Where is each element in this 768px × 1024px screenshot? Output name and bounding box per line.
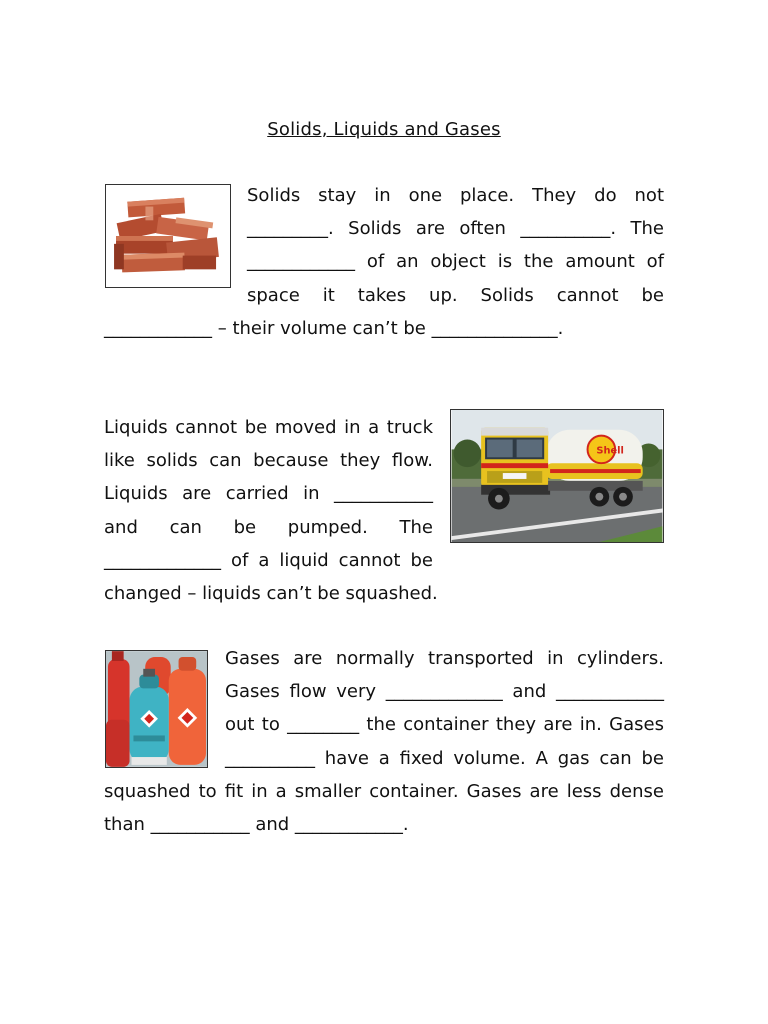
liquids-section [104,411,664,610]
gas-cylinders-image [105,650,208,768]
solids-section [104,179,664,345]
bricks-image [105,184,231,288]
tanker-truck-image [450,409,664,543]
gases-section [104,642,664,841]
gases-text: Gases are normally transported in cylinders. Gases flow very _____________ and ____________ out to ________ the container they are in. Gases __________ have a fixed volume. A gas can be squashed to fit in a smaller container. Gases are less dense than ___________ and ____________. [104,648,664,836]
shell-logo-text: Shell [596,445,624,457]
bricks-icon [106,185,230,287]
gas-cylinders-icon [106,651,207,767]
page-title: Solids, Liquids and Gases [267,119,501,140]
liquids-text: Liquids cannot be moved in a truck like solids can because they flow. Liquids are carried in ___________ and can be pumped. The _____________ of a liquid cannot be changed – liquids can’t be squashed. [104,417,438,605]
tanker-truck-icon [451,410,663,542]
solids-text: Solids stay in one place. They do not _________. Solids are often __________. The ____________ of an object is the amount of space it takes up. Solids cannot be ____________ – their volume can’t be ______________. [104,185,664,339]
